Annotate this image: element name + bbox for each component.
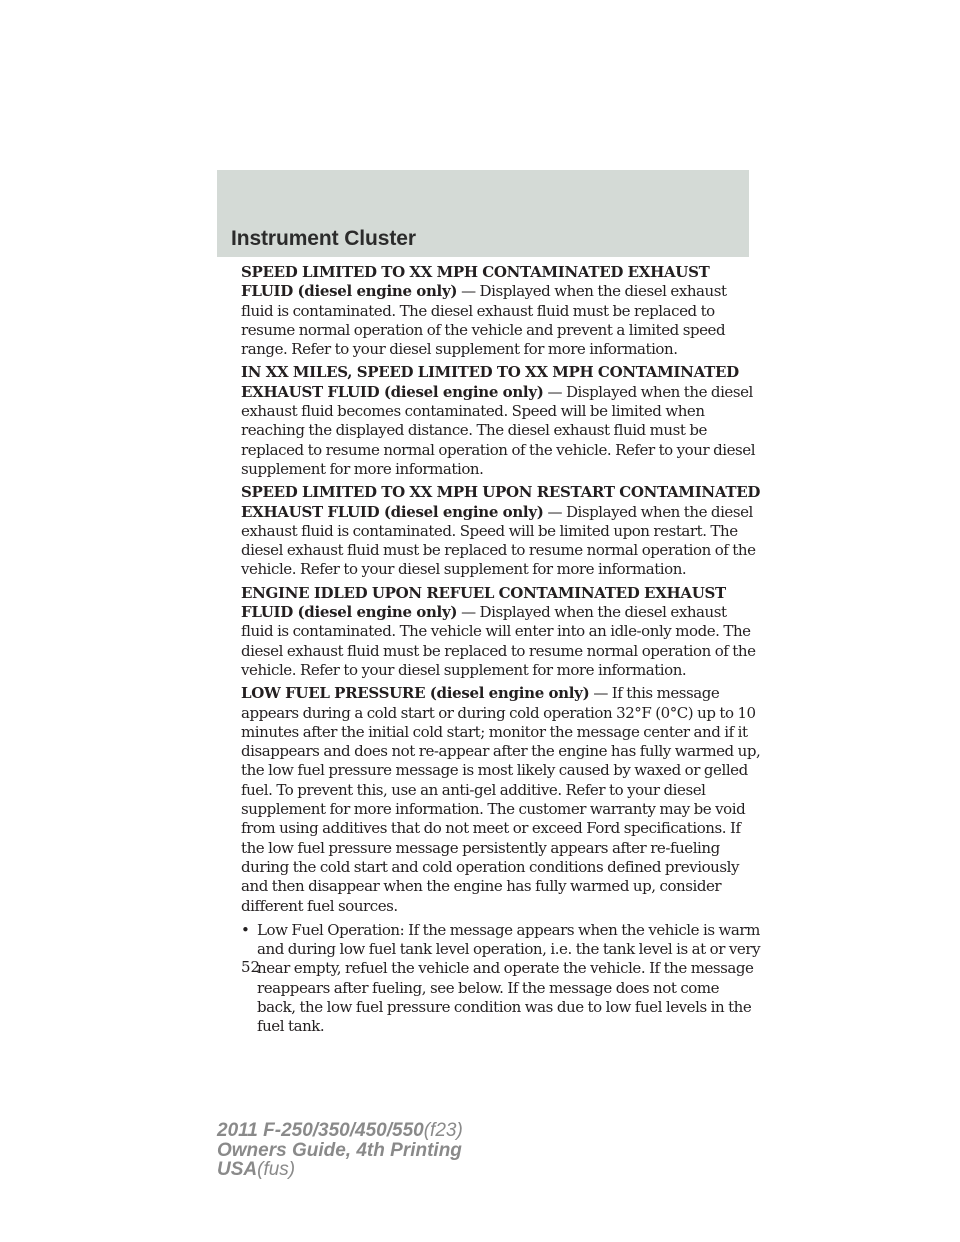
message-entry bbox=[241, 363, 761, 479]
message-description: — Displayed when the diesel exhaust fluid becomes contaminated. Speed will be limited when reaching the displayed distance. The diesel exhaust fluid must be replaced to resume normal operation of the vehicle. Refer to your diesel supplement for more information. bbox=[241, 382, 756, 478]
bullet-text: Low Fuel Operation: If the message appears when the vehicle is warm and during low fuel tank level operation, i.e. the tank level is at or very near empty, refuel the vehicle and operate the vehicle. If the message reappears after fueling, see below. If the message does not come back, the low fuel pressure condition was due to low fuel levels in the fuel tank. bbox=[257, 920, 761, 1036]
section-header-band bbox=[217, 170, 749, 257]
footer-line-model bbox=[217, 1121, 463, 1141]
section-title: Instrument Cluster bbox=[231, 227, 416, 250]
footer-line-edition: Owners Guide, 4th Printing bbox=[217, 1139, 462, 1161]
footer-market-code: (fus) bbox=[257, 1159, 296, 1180]
body-text bbox=[241, 263, 761, 1037]
message-heading: SPEED LIMITED TO XX MPH UPON RESTART CONTAMINATED EXHAUST FLUID (diesel engine only) bbox=[241, 483, 761, 521]
bullet-icon: • bbox=[241, 920, 250, 939]
message-heading: SPEED LIMITED TO XX MPH CONTAMINATED EXHAUST FLUID (diesel engine only) bbox=[241, 263, 710, 301]
message-heading: LOW FUEL PRESSURE (diesel engine only) bbox=[241, 684, 590, 703]
message-heading: IN XX MILES, SPEED LIMITED TO XX MPH CONTAMINATED EXHAUST FLUID (diesel engine only) bbox=[241, 363, 739, 401]
footer-market: USA bbox=[217, 1159, 258, 1180]
bullet-item bbox=[241, 921, 761, 1037]
page-number: 52 bbox=[241, 958, 261, 976]
footer-model-code: (f23) bbox=[423, 1120, 463, 1141]
footer-model: 2011 F-250/350/450/550 bbox=[217, 1120, 424, 1141]
message-heading: ENGINE IDLED UPON REFUEL CONTAMINATED EXHAUST FLUID (diesel engine only) bbox=[241, 583, 726, 622]
message-entry bbox=[241, 584, 761, 680]
message-description: — Displayed when the diesel exhaust fluid is contaminated. The diesel exhaust fluid must be replaced to resume normal operation of the vehicle and prevent a limited speed range. Refer to your diesel supplement for more information. bbox=[241, 282, 727, 359]
message-description: — Displayed when the diesel exhaust fluid is contaminated. Speed will be limited upon restart. The diesel exhaust fluid must be replaced to resume normal operation of the vehicle. Refer to your diesel supplement for more information. bbox=[241, 502, 756, 579]
footer-line-market bbox=[217, 1160, 463, 1180]
footer bbox=[217, 1121, 463, 1180]
message-entry bbox=[241, 684, 761, 916]
message-entry bbox=[241, 263, 761, 359]
message-description: — If this message appears during a cold start or during cold operation 32°F (0°C) up to 10 minutes after the initial cold start; monitor the message center and if it disappears and does not re-appear after the engine has fully warmed up, the low fuel pressure message is most likely caused by waxed or gelled fuel. To prevent this, use an anti-gel additive. Refer to your diesel supplement for more information. The customer warranty may be void from using additives that do not meet or exceed Ford specifications. If the low fuel pressure message persistently appears after re-fueling during the cold start and cold operation conditions defined previously and then disappear when the engine has fully warmed up, consider different fuel sources. bbox=[241, 684, 761, 915]
message-entry bbox=[241, 483, 761, 579]
message-description: — Displayed when the diesel exhaust fluid is contaminated. The vehicle will enter into an idle-only mode. The diesel exhaust fluid must be replaced to resume normal operation of the vehicle. Refer to your diesel supplement for more information. bbox=[241, 603, 756, 679]
